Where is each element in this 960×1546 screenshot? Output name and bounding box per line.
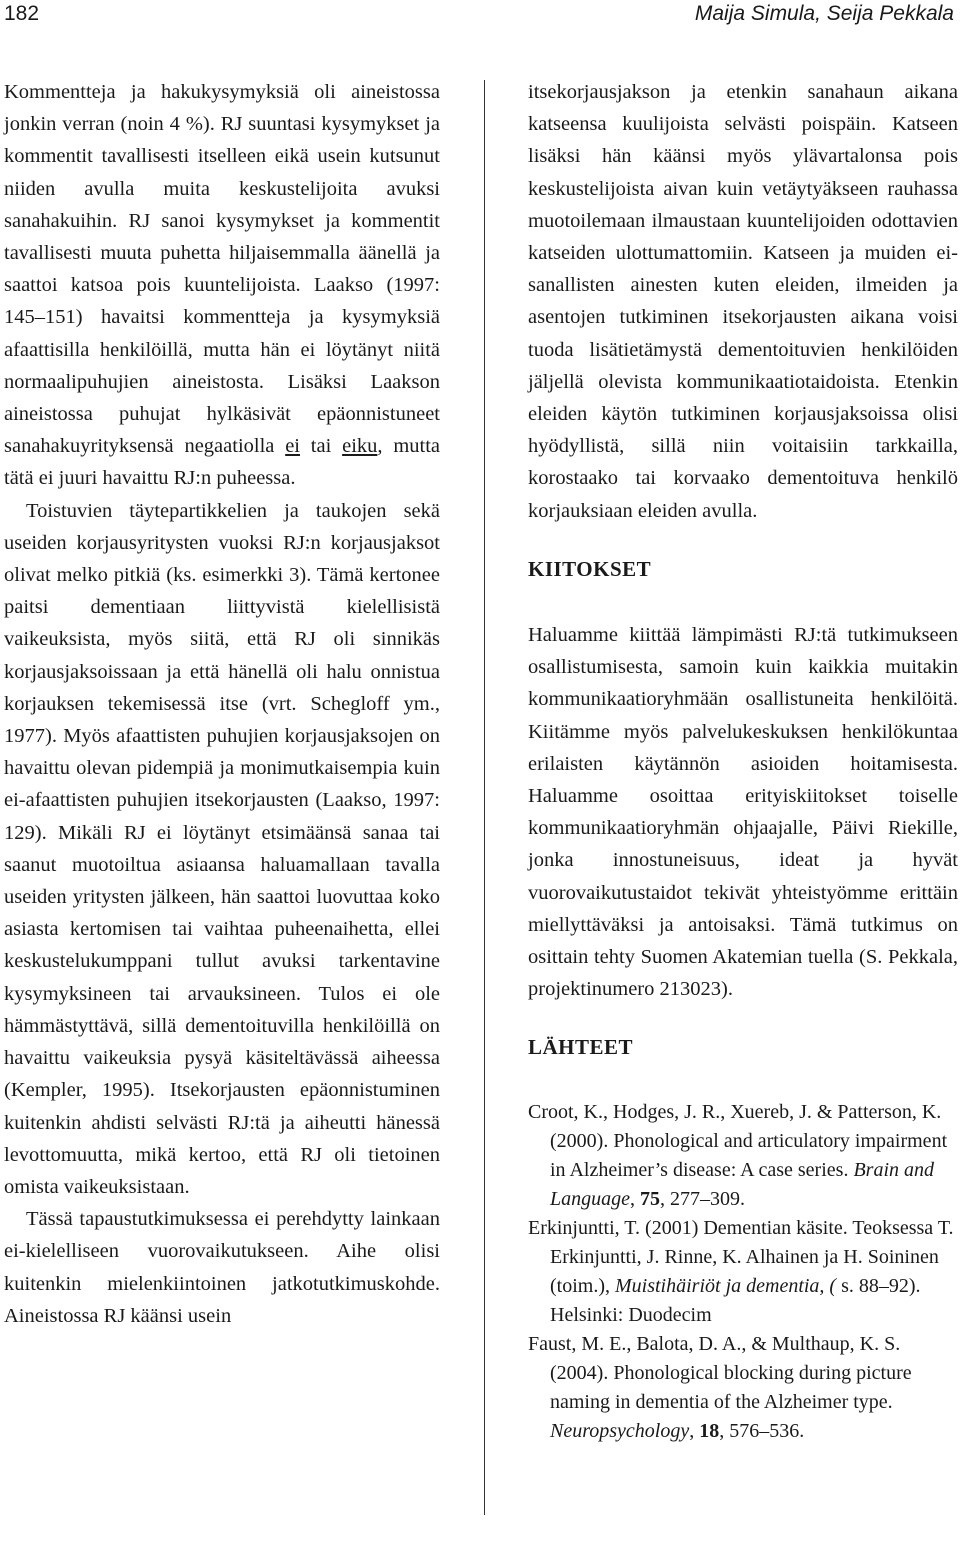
reference-authors: Croot, K., Hodges, J. R., Xuereb, J. & Patterson, K. (2000). Phonological and articulatory impairment in Alzheimer’s disease: A case series.: [528, 1100, 948, 1181]
underlined-word-eiku: eiku: [342, 435, 378, 458]
reference-volume: 18: [699, 1419, 720, 1442]
underlined-word-ei: ei: [285, 435, 300, 458]
page-number: 182: [4, 2, 40, 25]
reference-journal: Brain and Language: [550, 1158, 934, 1210]
reference-authors: Erkinjuntti, T. (2001) Dementian käsite. Teoksessa T. Erkinjuntti, J. Rinne, K. Alhainen ja H. Soininen (toim.),: [528, 1216, 954, 1297]
reference-item: [528, 1214, 958, 1330]
left-column: [4, 76, 440, 1332]
reference-pages: , 277–309.: [660, 1187, 745, 1210]
reference-item: [528, 1098, 958, 1214]
body-paragraph: Tässä tapaustutkimuksessa ei perehdytty lainkaan ei-kielelliseen vuorovaikutukseen. Aihe olisi kuitenkin mielenkiintoinen jatkotutkimuskohde. Aineistossa RJ käänsi usein: [4, 1208, 440, 1327]
paragraph-text: Kommentteja ja hakukysymyksiä oli aineistossa jonkin verran (noin 4 %). RJ suuntasi kysymykset ja kommentit tavallisesti itselleen eikä usein kutsunut niiden avulla muita keskustelijoita avuksi sanahakuihin. RJ sanoi kysymykset ja kommentit tavallisesti muuta puhetta hiljaisemmalla äänellä ja saattoi katsoa pois kuuntelijoista. Laakso (1997: 145–151) havaitsi kommentteja ja kysymyksiä afaattisilla henkilöillä, mutta hän ei löytänyt niitä normaalipuhujien aineistosta. Lisäksi Laakson aineistossa puhujat hylkäsivät epäonnistuneet sanahakuyrityksensä negaatiolla: [4, 81, 440, 458]
body-paragraph-continuation: itsekorjausjakson ja etenkin sanahaun aikana katseensa kuulijoista selvästi poispäin. Katseen lisäksi hän käänsi myös ylävartalonsa pois keskustelijoista aivan kuin vetäytyäkseen rauhassa muotoilemaan ilmaustaan kuuntelijoiden odottavien katseiden ulottumattomiin. Katseen ja muiden ei-sanallisten ainesten kuten eleiden, ilmeiden ja asentojen tutkiminen itsekorjausten aikana voisi tuoda lisätietämystä dementoituvien henkilöiden jäljellä olevista kommunikaatiotaidoista. Etenkin eleiden käytön tutkiminen korjausjaksoissa olisi hyödyllistä, sillä niin voitaisiin tarkkailla, korostaako tai korvaako dementoituva henkilö korjauksiaan eleiden avulla.: [528, 81, 958, 522]
reference-list: [528, 1098, 958, 1446]
running-head-authors: Maija Simula, Seija Pekkala: [694, 2, 954, 25]
reference-pages: , 576–536.: [719, 1419, 805, 1442]
reference-book-title: Muistihäiriöt ja dementia, (: [615, 1274, 837, 1297]
reference-authors: Faust, M. E., Balota, D. A., & Multhaup, K. S. (2004). Phonological blocking during picture naming in dementia of the Alzheimer type.: [528, 1332, 912, 1413]
body-paragraph: Toistuvien täytepartikkelien ja taukojen sekä useiden korjausyritysten vuoksi RJ:n korjausjaksot olivat melko pitkiä (ks. esimerkki 3). Tämä kertonee paitsi dementiaan liittyvistä kielellisistä vaikeuksista, myös siitä, että RJ oli sinnikäs korjausjaksoissaan ja että hänellä oli halu onnistua korjauksen tekemisessä itse (vrt. Schegloff ym., 1977). Myös afaattisten puhujien korjausjaksojen on havaittu olevan pidempiä ja monimutkaisempia kuin ei-afaattisten puhujien itsekorjausten (Laakso, 1997: 129). Mikäli RJ ei löytänyt etsimäänsä sanaa tai saanut muotoiltua asiaansa haluamallaan tavalla useiden yritysten jälkeen, hän saattoi luovuttaa koko asiasta kertomisen tai vaihtaa puheenaihetta, ellei keskustelukumppani tullut avuksi tarkentavine kysymyksineen tai arvauksineen. Tulos ei ole hämmästyttävä, sillä dementoituvilla henkilöillä on havaittu vaikeuksia pysyä käsiteltävässä aiheessa (Kempler, 1995). Itsekorjausten epäonnistuminen kuitenkin ahdisti selvästi RJ:tä ja aiheutti hänessä levottomuutta, mikä kertoo, että RJ oli tietoinen omista vaikeuksistaan.: [4, 499, 440, 1198]
page-header: [0, 0, 960, 30]
section-heading-acknowledgements: KIITOKSET: [528, 556, 652, 581]
reference-sep: ,: [689, 1419, 700, 1442]
column-divider: [484, 80, 485, 1515]
paragraph-text: , mutta tätä ei juuri havaittu RJ:n puheessa.: [4, 435, 441, 490]
reference-rest: s. 88–92). Helsinki: Duodecim: [550, 1274, 921, 1326]
reference-journal: Neuropsychology: [550, 1419, 690, 1442]
paragraph-text: tai: [299, 435, 343, 458]
body-paragraph: [4, 76, 440, 495]
reference-sep: ,: [630, 1187, 640, 1210]
reference-item: [528, 1330, 958, 1446]
section-heading-references: LÄHTEET: [528, 1035, 634, 1060]
reference-volume: 75: [640, 1187, 660, 1210]
acknowledgements-paragraph: Haluamme kiittää lämpimästi RJ:tä tutkimukseen osallistumisesta, samoin kuin kaikkia muitakin kommunikaatioryhmään osallistuneita henkilöitä. Kiitämme myös palvelukeskuksen henkilökuntaa erilaisten käytännön asioiden hoitamisesta. Haluamme osoittaa erityiskiitokset toiselle kommunikaatioryhmän ohjaajalle, Päivi Riekille, jonka innostuneisuus, ideat ja hyvät vuorovaikutustaidot tekivät yhteistyömme erittäin miellyttäväksi ja antoisaksi. Tämä tutkimus on osittain tehty Suomen Akatemian tuella (S. Pekkala, projektinumero 213023).: [528, 624, 958, 1001]
right-column: [528, 76, 958, 1446]
